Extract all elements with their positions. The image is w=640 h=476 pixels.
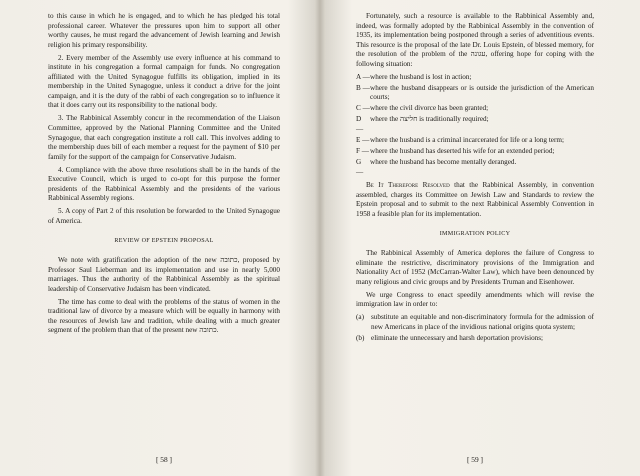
list-item: A — where the husband is lost in action;: [356, 72, 472, 81]
list-item: B — where the husband disappears or is outside the jurisdiction of the American courts;: [356, 83, 594, 102]
section-heading: REVIEW OF EPSTEIN PROPOSAL: [114, 238, 214, 245]
page-number: [ 59 ]: [466, 455, 483, 464]
paragraph: We urge Congress to enact speedily amendments which will revise the immigration law in order to:: [356, 290, 594, 309]
page-number: [ 58 ]: [155, 455, 172, 464]
paragraph: We note with gratification the adoption of the new כתובה, proposed by Professor Saul Lieberman and its implementation and use in nearly 5,000 marriages. Thus the authority of the Rabbinical Assembly as the spiritual leadership of Conservative Judaism has been vindicated.: [48, 256, 280, 293]
paragraph: Fortunately, such a resource is available to the Rabbinical Assembly and, indeed, was formally adopted by the Rabbinical Assembly in the convention of 1935, its implementation being postponed through a series of adventitious events. This resource is the proposal of the late Dr. Louis Epstein, of blessed memory, for the resolution of the problem of the עגונה, offering hope for coping with the following situation:: [356, 12, 594, 68]
resolution-5: 5. A copy of Part 2 of this resolution be forwarded to the United Synagogue of America.: [48, 207, 280, 225]
section-heading: IMMIGRATION POLICY: [439, 231, 511, 238]
resolved-text: that the Rabbinical Assembly, in convention assembled, charges its Committee on Jewish Law and Standards to review the Epstein proposal and to submit to the next Rabbinical Assembly Convention in 1958 a feasible plan for its implementation.: [356, 181, 594, 218]
resolution-paragraph: [356, 181, 594, 219]
right-page: [320, 0, 640, 476]
list-item: F — where the husband has deserted his wife for an extended period;: [356, 147, 555, 156]
left-page-text: [48, 12, 280, 446]
resolution-3: 3. The Rabbinical Assembly concur in the recommendation of the Liaison Committee, approved by the National Planning Committee and the United Synagogue, that each congregation institute a roll call. This involves adding to the membership dues bill of each member a request for the payment of $10 per family for the support of the campaign for Conservative Judaism.: [48, 114, 280, 161]
paragraph: The Rabbinical Assembly of America deplores the failure of Congress to eliminate the restrictive, discriminatory provisions of the Immigration and Nationality Act of 1952 (McCarran-Walter Law), which have been denounced by many religious and civic groups and by Presidents Truman and Eisenhower.: [356, 248, 594, 286]
list-item: (a) substitute an equitable and non-discriminatory formula for the admission of new Americans in place of the invidious national origins quota system;: [356, 313, 594, 331]
list-item: C — where the civil divorce has been granted;: [356, 104, 489, 113]
list-item: D — where the חליצה is traditionally required;: [356, 115, 489, 134]
amendment-list: [356, 313, 594, 344]
list-item: (b) eliminate the unnecessary and harsh deportation provisions;: [356, 334, 544, 343]
resolution-2: 2. Every member of the Assembly use every influence at his command to institute in his congregation a formal campaign for funds. No congregation affiliated with the United Synagogue fulfills its obligation, implied in its membership in the United Synagogue, unless it conduct a drive for the joint campaign, and it is the duty of the rabbi of each congregation so to influence it that it does carry out its responsibility to the national body.: [48, 53, 280, 110]
paragraph: The time has come to deal with the problems of the status of women in the traditional law of divorce by a measure which will be equally in harmony with the resources of Jewish law and tradition, while dealing with a much greater segment of the problem than that of the present new כתובה.: [48, 297, 280, 335]
paragraph: to this cause in which he is engaged, and to which he has pledged his total professional career. Whatever the pressures upon him to support all other worthy causes, he must regard the advancement of Jewish learning and Jewish religion his primary responsibility.: [48, 12, 280, 49]
resolution-4: 4. Compliance with the above three resolutions shall be in the hands of the Executive Council, which is urged to co-opt for this purpose the former presidents of the Rabbinical Assembly and the presidents of the various Rabbinical Assembly regions.: [48, 165, 280, 203]
resolved-lead: Be It Therefore Resolved: [366, 181, 450, 190]
right-page-text: [356, 12, 594, 446]
situation-list: [356, 73, 594, 177]
list-item: G — where the husband has become mentally deranged.: [356, 158, 517, 176]
list-item: E — where the husband is a criminal incarcerated for life or a long term;: [356, 136, 564, 145]
